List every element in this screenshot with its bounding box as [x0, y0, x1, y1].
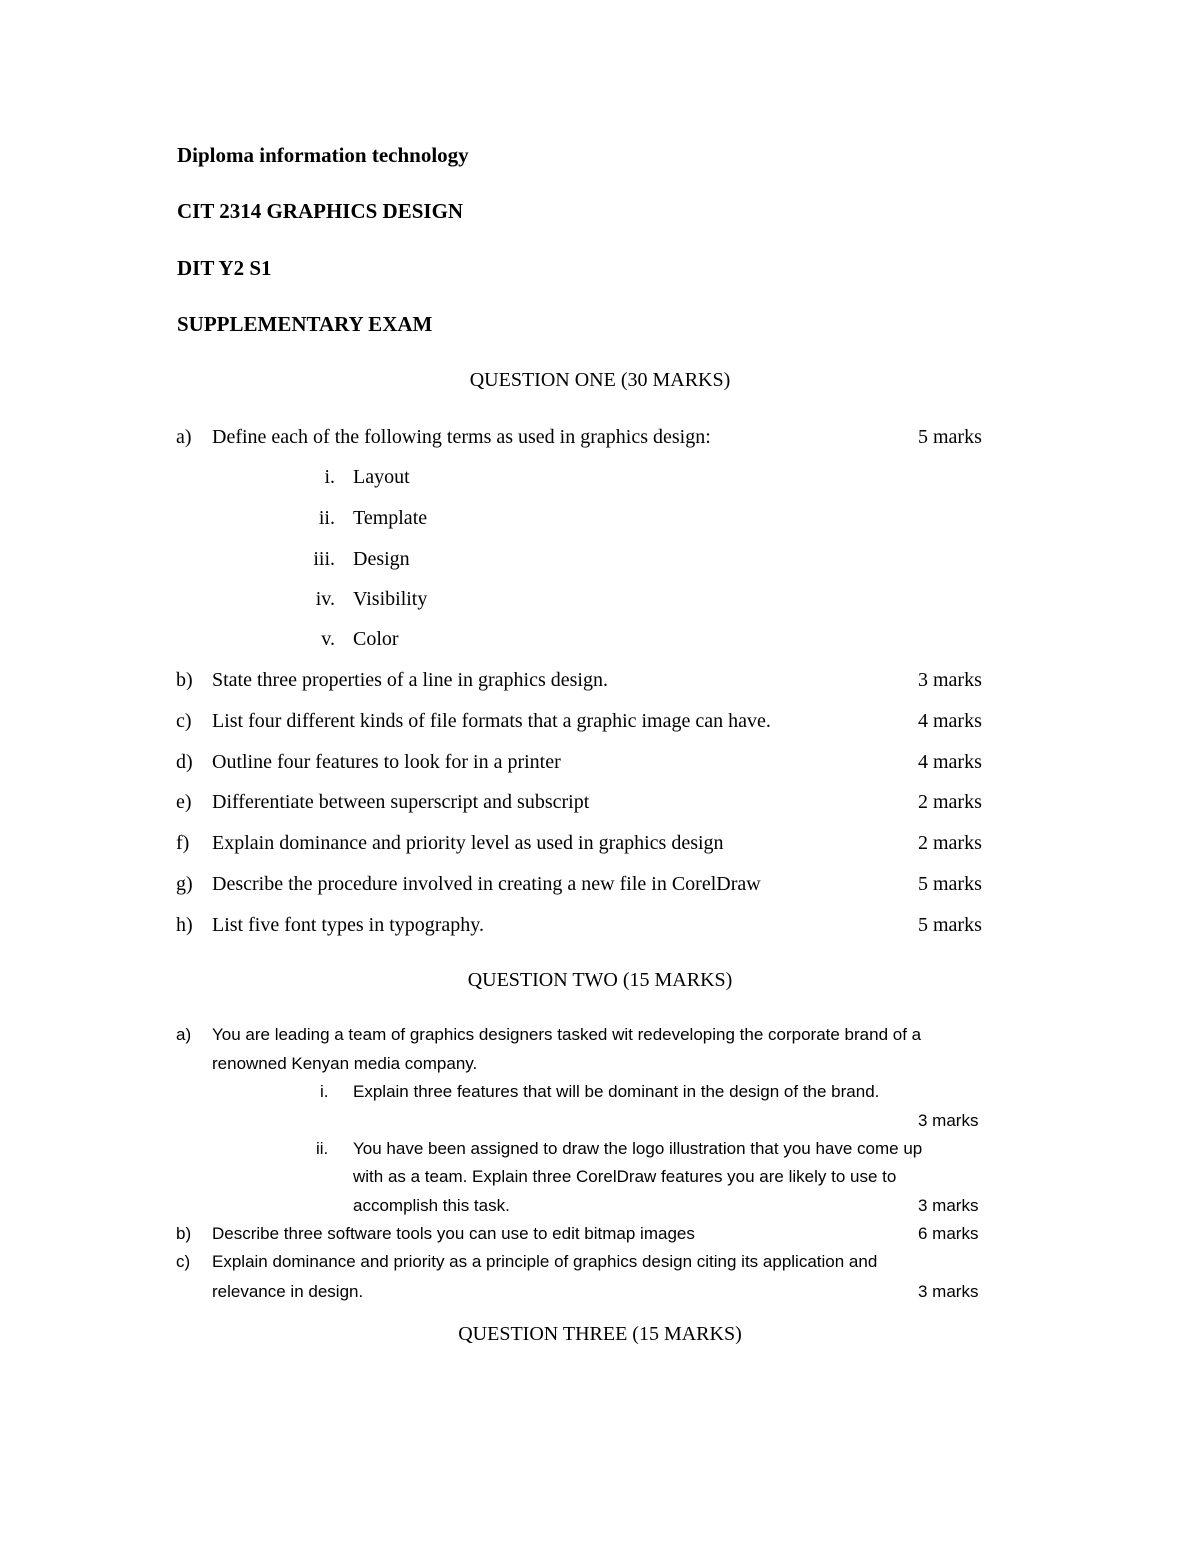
- q2-sub-i-marks: 3 marks: [918, 1111, 979, 1130]
- item-label: b): [176, 669, 193, 691]
- item-text: Define each of the following terms as used in graphics design:: [212, 426, 711, 448]
- item-label: h): [176, 914, 193, 936]
- q1-item-a-marks: 5 marks: [918, 426, 982, 448]
- item-label: f): [176, 832, 190, 854]
- class-code: DIT Y2 S1: [177, 256, 272, 280]
- item-label: d): [176, 751, 193, 773]
- question-two-title: QUESTION TWO (15 MARKS): [467, 969, 733, 991]
- item-text: Describe the procedure involved in creating a new file in CorelDraw: [212, 873, 761, 895]
- term-text: Layout: [353, 466, 410, 488]
- term-number: iv.: [315, 588, 335, 610]
- q2-sub-ii-line2: with as a team. Explain three CorelDraw features you are likely to use to: [353, 1167, 897, 1186]
- course-title: CIT 2314 GRAPHICS DESIGN: [177, 199, 464, 223]
- q2-item-c-line1: Explain dominance and priority as a principle of graphics design citing its application and: [212, 1252, 878, 1271]
- item-text: List four different kinds of file formats that a graphic image can have.: [212, 710, 771, 732]
- item-label: a): [176, 426, 192, 448]
- item-marks: 5 marks: [918, 914, 982, 936]
- q2-item-c-label: c): [176, 1252, 191, 1271]
- q2-sub-ii-number: ii.: [316, 1139, 329, 1158]
- question-three-title: QUESTION THREE (15 MARKS): [458, 1323, 742, 1345]
- item-text: Explain dominance and priority level as used in graphics design: [212, 832, 724, 854]
- item-label: c): [176, 710, 192, 732]
- term-number: iii.: [313, 548, 335, 570]
- program-title: Diploma information technology: [177, 143, 469, 167]
- q2-sub-ii-marks: 3 marks: [918, 1196, 979, 1215]
- item-marks: 4 marks: [918, 710, 982, 732]
- q2-sub-i-text: Explain three features that will be dominant in the design of the brand.: [353, 1082, 880, 1101]
- item-marks: 2 marks: [918, 832, 982, 854]
- item-label: e): [176, 791, 192, 813]
- q2-item-b-text: Describe three software tools you can use to edit bitmap images: [212, 1224, 695, 1243]
- term-number: i.: [324, 466, 335, 488]
- exam-type: SUPPLEMENTARY EXAM: [177, 312, 433, 336]
- item-text: Outline four features to look for in a printer: [212, 751, 561, 773]
- item-marks: 2 marks: [918, 791, 982, 813]
- term-text: Color: [353, 628, 399, 650]
- item-marks: 5 marks: [918, 873, 982, 895]
- question-one-title: QUESTION ONE (30 MARKS): [469, 369, 731, 391]
- q2-item-a-line1: You are leading a team of graphics designers tasked wit redeveloping the corporate brand of a: [212, 1025, 922, 1044]
- q2-sub-ii-line3: accomplish this task.: [353, 1196, 510, 1215]
- term-text: Design: [353, 548, 410, 570]
- q2-sub-ii-line1: You have been assigned to draw the logo illustration that you have come up: [353, 1139, 923, 1158]
- item-marks: 4 marks: [918, 751, 982, 773]
- q2-item-c-line2: relevance in design.: [212, 1282, 364, 1301]
- item-marks: 3 marks: [918, 669, 982, 691]
- term-number: ii.: [318, 507, 335, 529]
- term-text: Template: [353, 507, 428, 529]
- item-text: State three properties of a line in graphics design.: [212, 669, 608, 691]
- q2-item-a-line2: renowned Kenyan media company.: [212, 1054, 478, 1073]
- q2-item-a-label: a): [176, 1025, 192, 1044]
- q2-sub-i-number: i.: [320, 1082, 329, 1101]
- q2-item-b-label: b): [176, 1224, 192, 1243]
- q2-item-c-marks: 3 marks: [918, 1282, 979, 1301]
- q2-item-b-marks: 6 marks: [918, 1224, 979, 1243]
- item-label: g): [176, 873, 193, 895]
- item-text: List five font types in typography.: [212, 914, 484, 936]
- item-text: Differentiate between superscript and subscript: [212, 791, 590, 813]
- term-number: v.: [321, 628, 335, 650]
- term-text: Visibility: [353, 588, 428, 610]
